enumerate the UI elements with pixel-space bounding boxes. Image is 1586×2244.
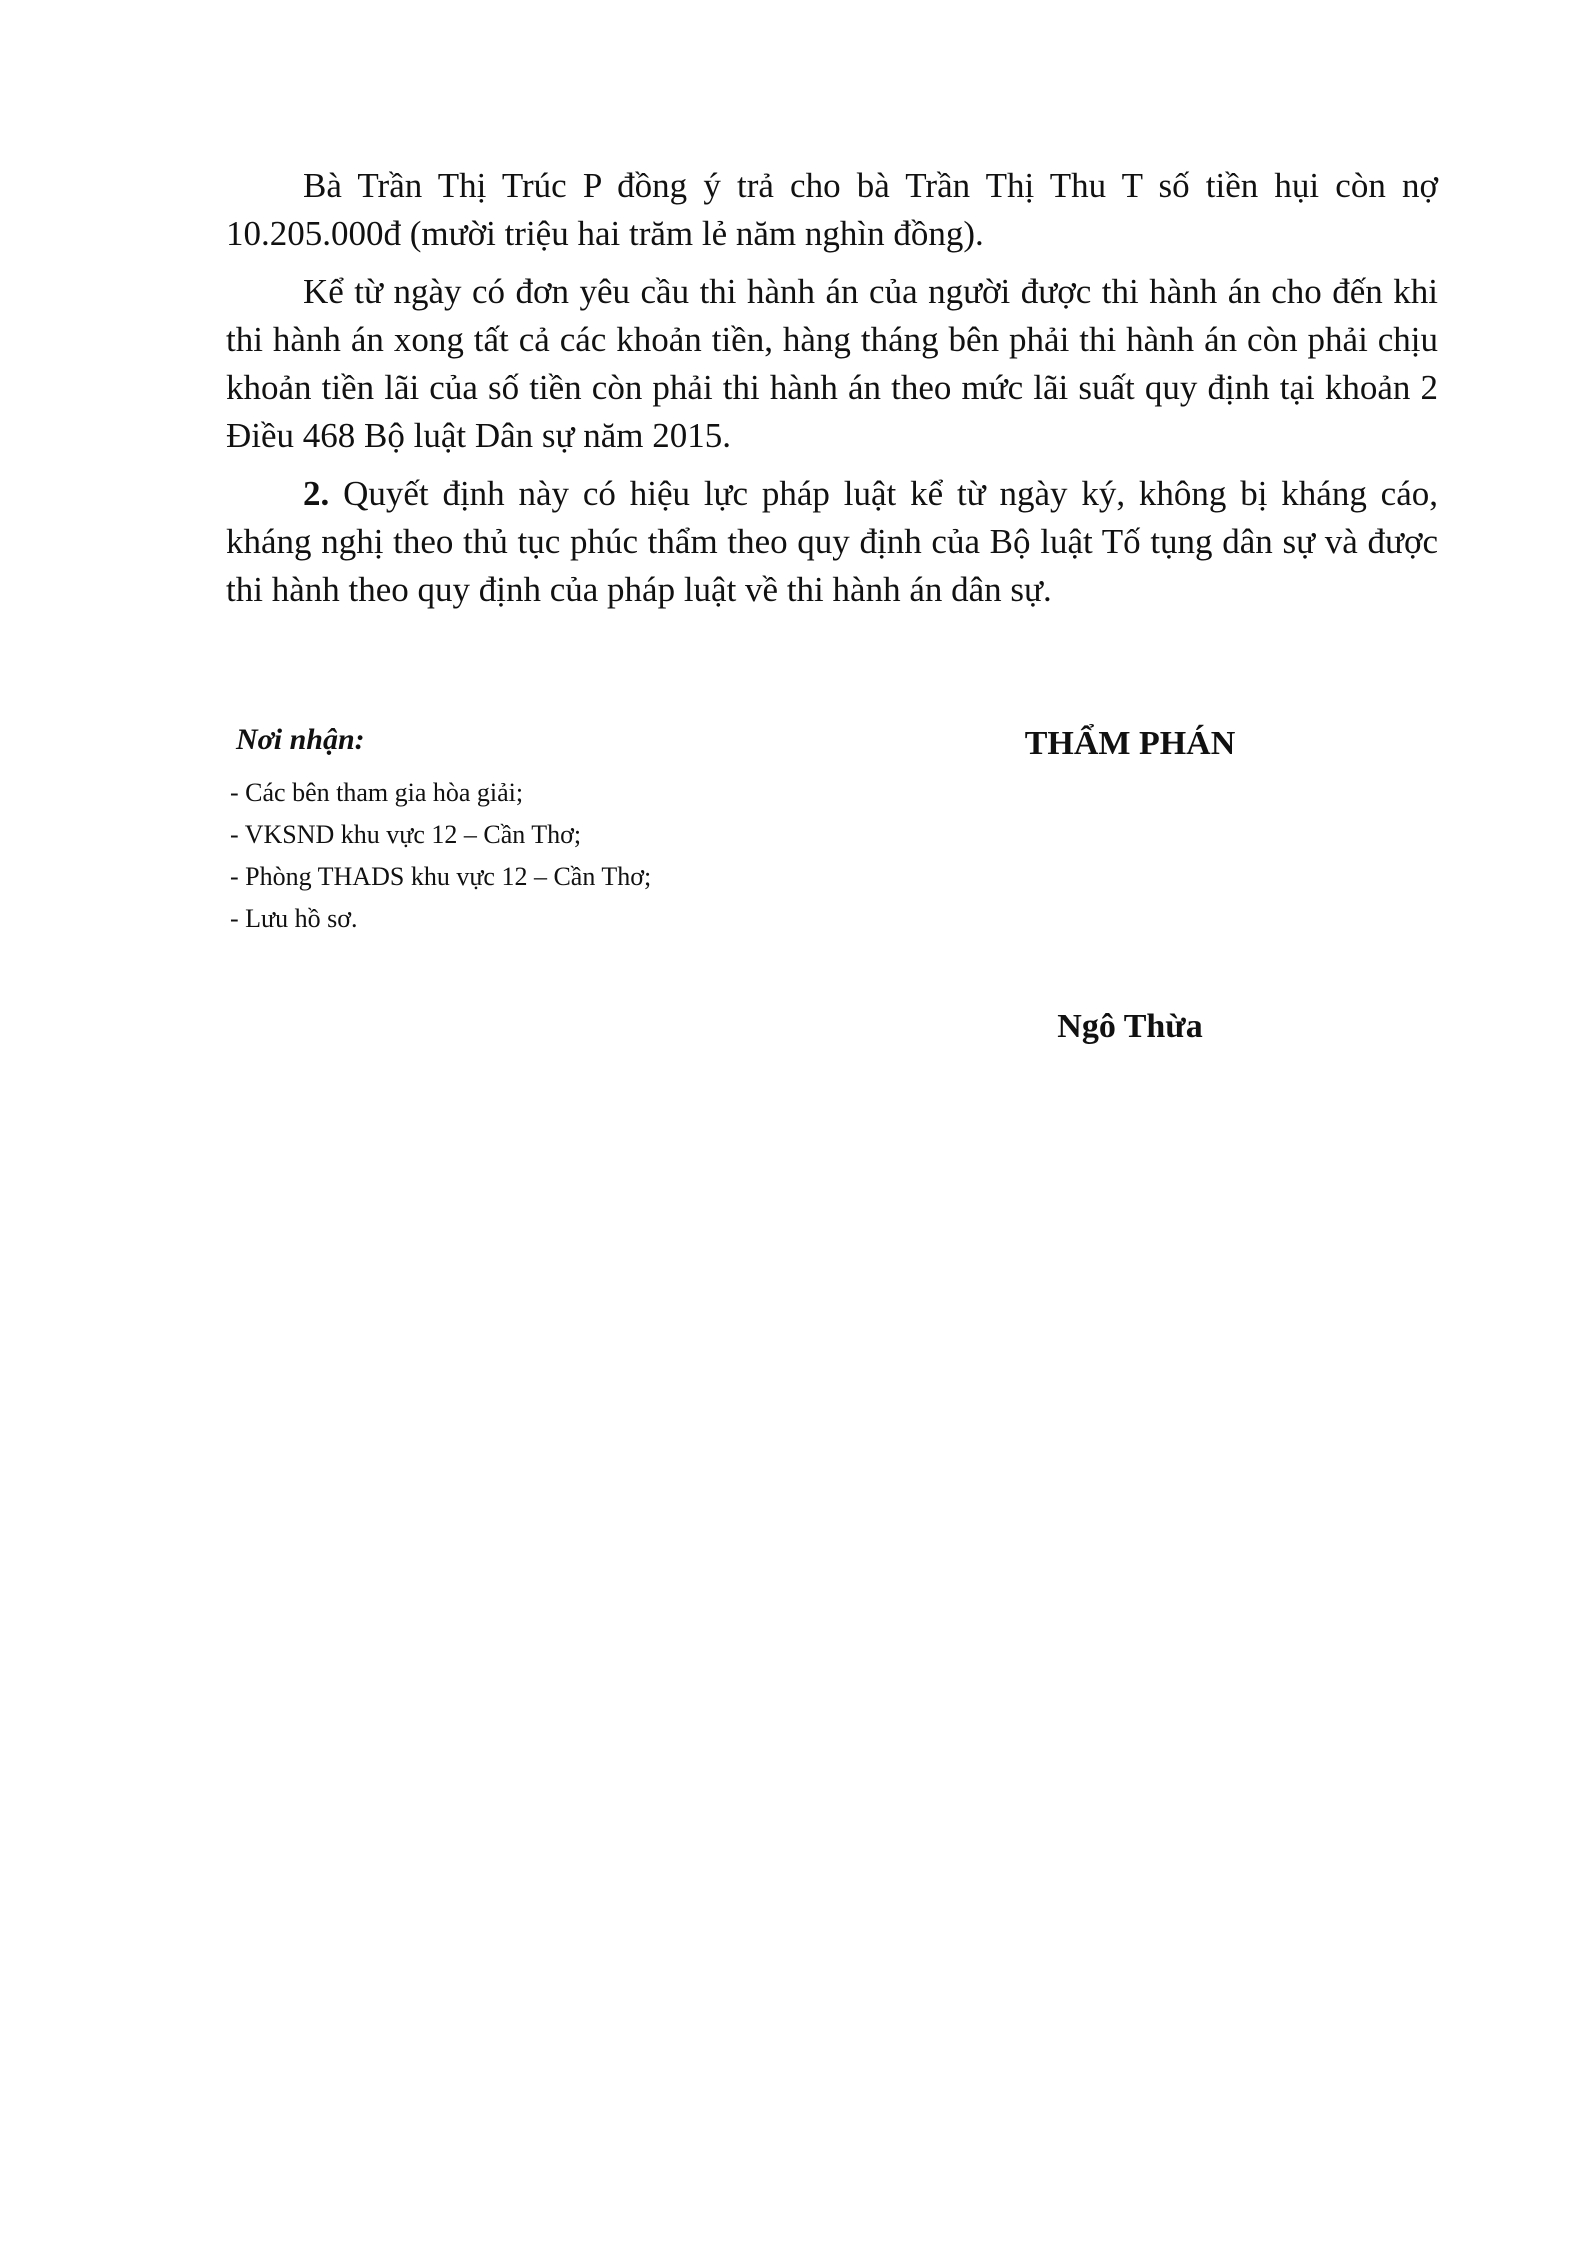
recipients-block: [230, 720, 830, 940]
paragraph-debt-payment: Bà Trần Thị Trúc P đồng ý trả cho bà Trần Thị Thu T số tiền hụi còn nợ 10.205.000đ (mười triệu hai trăm lẻ năm nghìn đồng).: [226, 166, 1438, 253]
recipient-item: - Phòng THADS khu vực 12 – Cần Thơ;: [230, 862, 652, 891]
paragraph-effect: [226, 470, 1438, 614]
recipient-item: - Các bên tham gia hòa giải;: [230, 778, 524, 807]
paragraph-number: 2.: [303, 474, 330, 513]
recipients-title: Nơi nhận:: [236, 723, 365, 756]
recipient-item: - Lưu hồ sơ.: [230, 904, 358, 933]
decision-body: [226, 162, 1438, 624]
paragraph-interest: Kể từ ngày có đơn yêu cầu thi hành án của người được thi hành án cho đến khi thi hành án xong tất cả các khoản tiền, hàng tháng bên phải thi hành án còn phải chịu khoản tiền lãi của số tiền còn phải thi hành án theo mức lãi suất quy định tại khoản 2 Điều 468 Bộ luật Dân sự năm 2015.: [226, 272, 1438, 455]
signature-title: THẨM PHÁN: [1024, 725, 1236, 762]
signature-name: Ngô Thừa: [1057, 1008, 1203, 1045]
recipients-list: [230, 772, 830, 940]
paragraph-effect-text: Quyết định này có hiệu lực pháp luật kể từ ngày ký, không bị kháng cáo, kháng nghị theo thủ tục phúc thẩm theo quy định của Bộ luật Tố tụng dân sự và được thi hành theo quy định của pháp luật về thi hành án dân sự.: [226, 474, 1438, 609]
recipient-item: - VKSND khu vực 12 – Cần Thơ;: [230, 820, 582, 849]
